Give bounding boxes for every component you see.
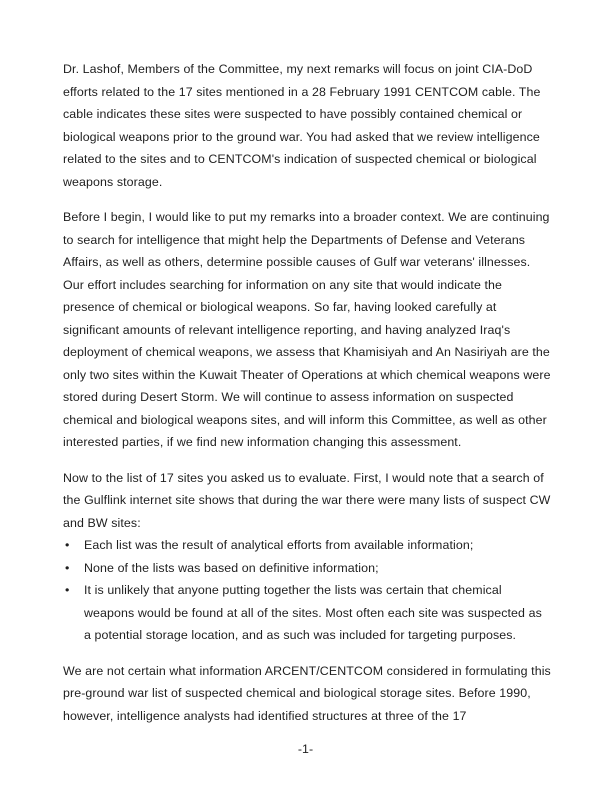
document-body bbox=[63, 58, 551, 727]
bullet-icon: • bbox=[65, 538, 70, 552]
bullet-item bbox=[63, 579, 551, 647]
bullet-item bbox=[63, 534, 551, 557]
bullet-item-text: Each list was the result of analytical efforts from available information; bbox=[84, 538, 474, 552]
page-number: -1- bbox=[297, 742, 314, 756]
bullet-item-text: None of the lists was based on definitive information; bbox=[84, 560, 379, 575]
bullet-item bbox=[63, 557, 551, 580]
bullet-item-text: It is unlikely that anyone putting together the lists was certain that chemical weapons would be found at all of the sites. Most often each site was suspected as a potential storage location, and as such was included for targeting purposes. bbox=[84, 583, 542, 642]
paragraph-list-of-sites-intro: Now to the list of 17 sites you asked us to evaluate. First, I would note that a search of the Gulflink internet site shows that during the war there were many lists of suspect CW and BW sites: bbox=[63, 470, 551, 530]
bullet-icon: • bbox=[65, 583, 70, 597]
bullet-icon: • bbox=[65, 560, 70, 575]
paragraph-broader-context: Before I begin, I would like to put my remarks into a broader context. We are continuing to search for intelligence that might help the Departments of Defense and Veterans Affairs, as well as others, determine possible causes of Gulf war veterans' illnesses. Our effort includes searching for information on any site that would indicate the presence of chemical or biological weapons. So far, having looked carefully at significant amounts of relevant intelligence reporting, and having analyzed Iraq's deployment of chemical weapons, we assess that Khamisiyah and An Nasiriyah are the only two sites within the Kuwait Theater of Operations at which chemical weapons were stored during Desert Storm. We will continue to assess information on suspected chemical and biological weapons sites, and will inform this Committee, as well as other interested parties, if we find new information changing this assessment. bbox=[63, 210, 551, 449]
paragraph-arcent-centcom: We are not certain what information ARCENT/CENTCOM considered in formulating this pre-ground war list of suspected chemical and biological storage sites. Before 1990, however, intelligence analysts had identified structures at three of the 17 bbox=[63, 663, 551, 723]
bullet-list bbox=[63, 534, 551, 647]
paragraph-opening-remarks: Dr. Lashof, Members of the Committee, my next remarks will focus on joint CIA-DoD efforts related to the 17 sites mentioned in a 28 February 1991 CENTCOM cable. The cable indicates these sites were suspected to have possibly contained chemical or biological weapons prior to the ground war. You had asked that we review intelligence related to the sites and to CENTCOM's indication of suspected chemical or biological weapons storage. bbox=[63, 62, 541, 189]
